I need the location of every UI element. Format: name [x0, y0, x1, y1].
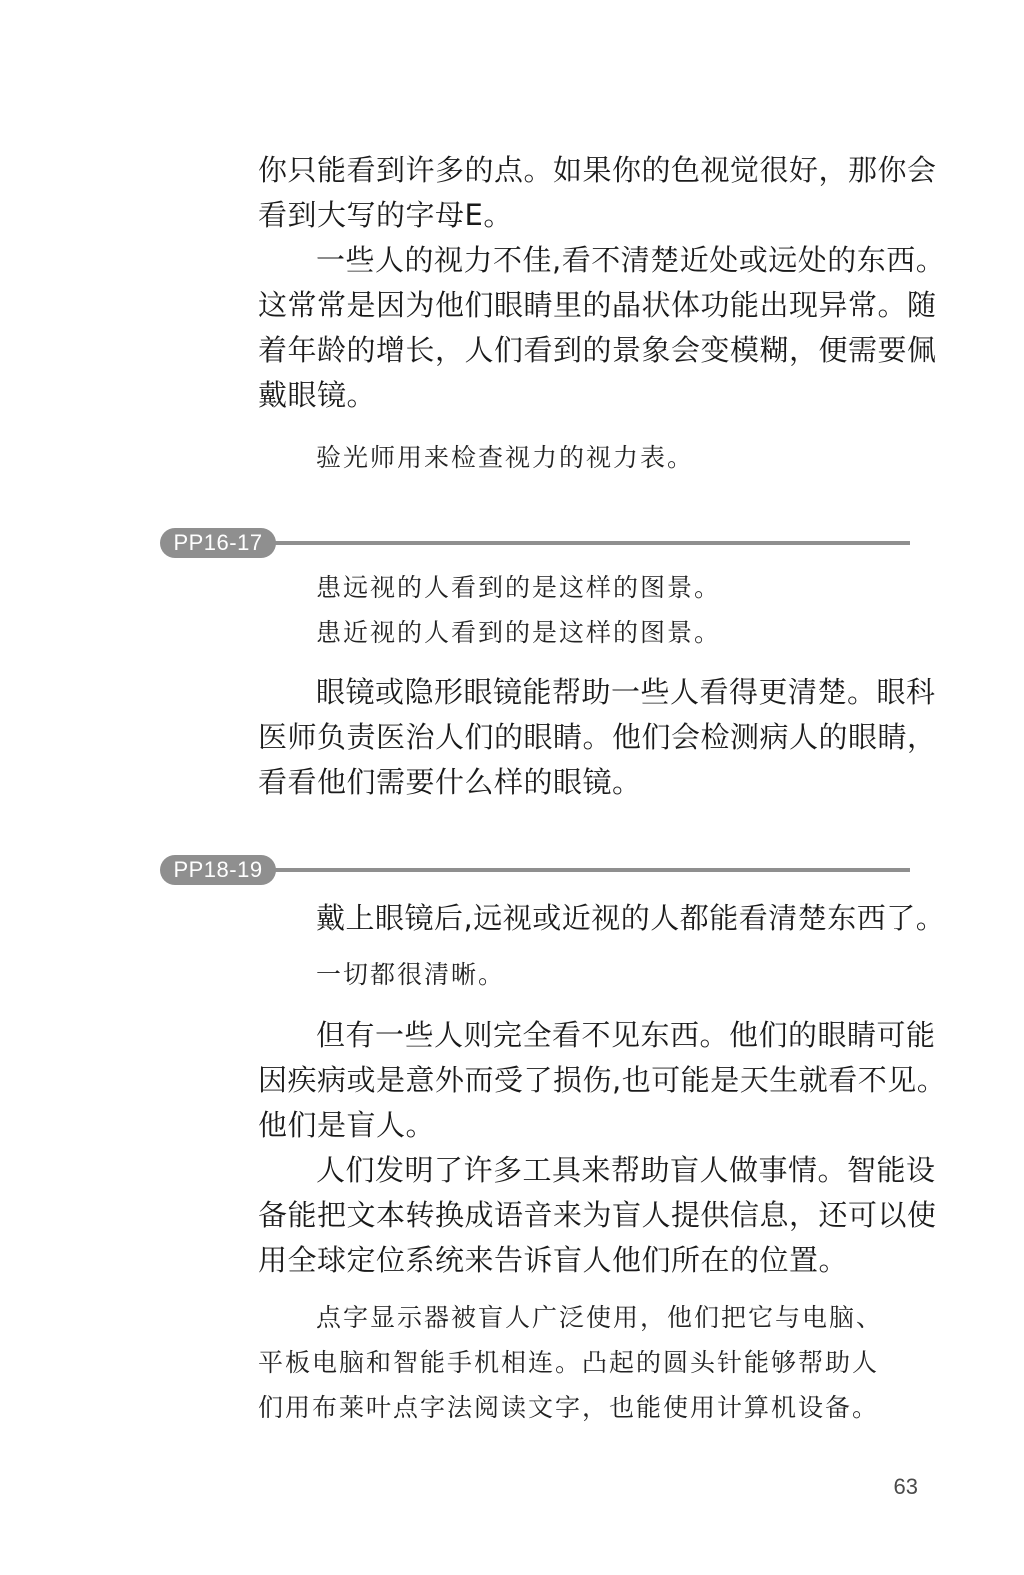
section-marker — [160, 528, 910, 558]
body-text-line: 因疾病或是意外而受了损伤,也可能是天生就看不见。 — [258, 1063, 947, 1097]
body-text-line: 戴眼镜。 — [258, 378, 377, 412]
body-text-line: 人们发明了许多工具来帮助盲人做事情。智能设 — [316, 1153, 936, 1187]
body-text-line: 但有一些人则完全看不见东西。他们的眼睛可能 — [316, 1018, 936, 1052]
body-text-line: 用全球定位系统来告诉盲人他们所在的位置。 — [258, 1243, 849, 1277]
section-tab: PP18-19 — [160, 855, 276, 885]
caption-text: 一切都很清晰。 — [316, 960, 506, 989]
body-text-line: 医师负责医治人们的眼睛。他们会检测病人的眼睛， — [258, 720, 937, 754]
caption-text: 验光师用来检查视力的视力表。 — [316, 443, 695, 472]
body-text-line: 着年龄的增长，人们看到的景象会变模糊，便需要佩 — [258, 333, 937, 367]
body-text-line: 一些人的视力不佳,看不清楚近处或远处的东西。 — [316, 243, 946, 277]
body-text-line: 这常常是因为他们眼睛里的晶状体功能出现异常。随 — [258, 288, 937, 322]
section-tab: PP16-17 — [160, 528, 276, 558]
body-text-line: 看到大写的字母E。 — [258, 198, 513, 232]
section-marker — [160, 855, 910, 885]
body-text-line: 他们是盲人。 — [258, 1108, 436, 1142]
body-text-line: 你只能看到许多的点。如果你的色视觉很好，那你会 — [258, 153, 937, 187]
caption-text: 们用布莱叶点字法阅读文字，也能使用计算机设备。 — [258, 1393, 880, 1422]
section-rule — [270, 868, 910, 872]
caption-text: 点字显示器被盲人广泛使用，他们把它与电脑、 — [316, 1303, 884, 1332]
section-rule — [270, 541, 910, 545]
caption-text: 患远视的人看到的是这样的图景。 — [316, 573, 722, 602]
body-text-line: 戴上眼镜后,远视或近视的人都能看清楚东西了。 — [316, 901, 946, 935]
caption-text: 平板电脑和智能手机相连。凸起的圆头针能够帮助人 — [258, 1348, 880, 1377]
page-number: 63 — [893, 1474, 918, 1499]
body-text-line: 备能把文本转换成语音来为盲人提供信息，还可以使 — [258, 1198, 937, 1232]
body-text-line: 看看他们需要什么样的眼镜。 — [258, 765, 642, 799]
body-text-line: 眼镜或隐形眼镜能帮助一些人看得更清楚。眼科 — [316, 675, 936, 709]
caption-text: 患近视的人看到的是这样的图景。 — [316, 618, 722, 647]
